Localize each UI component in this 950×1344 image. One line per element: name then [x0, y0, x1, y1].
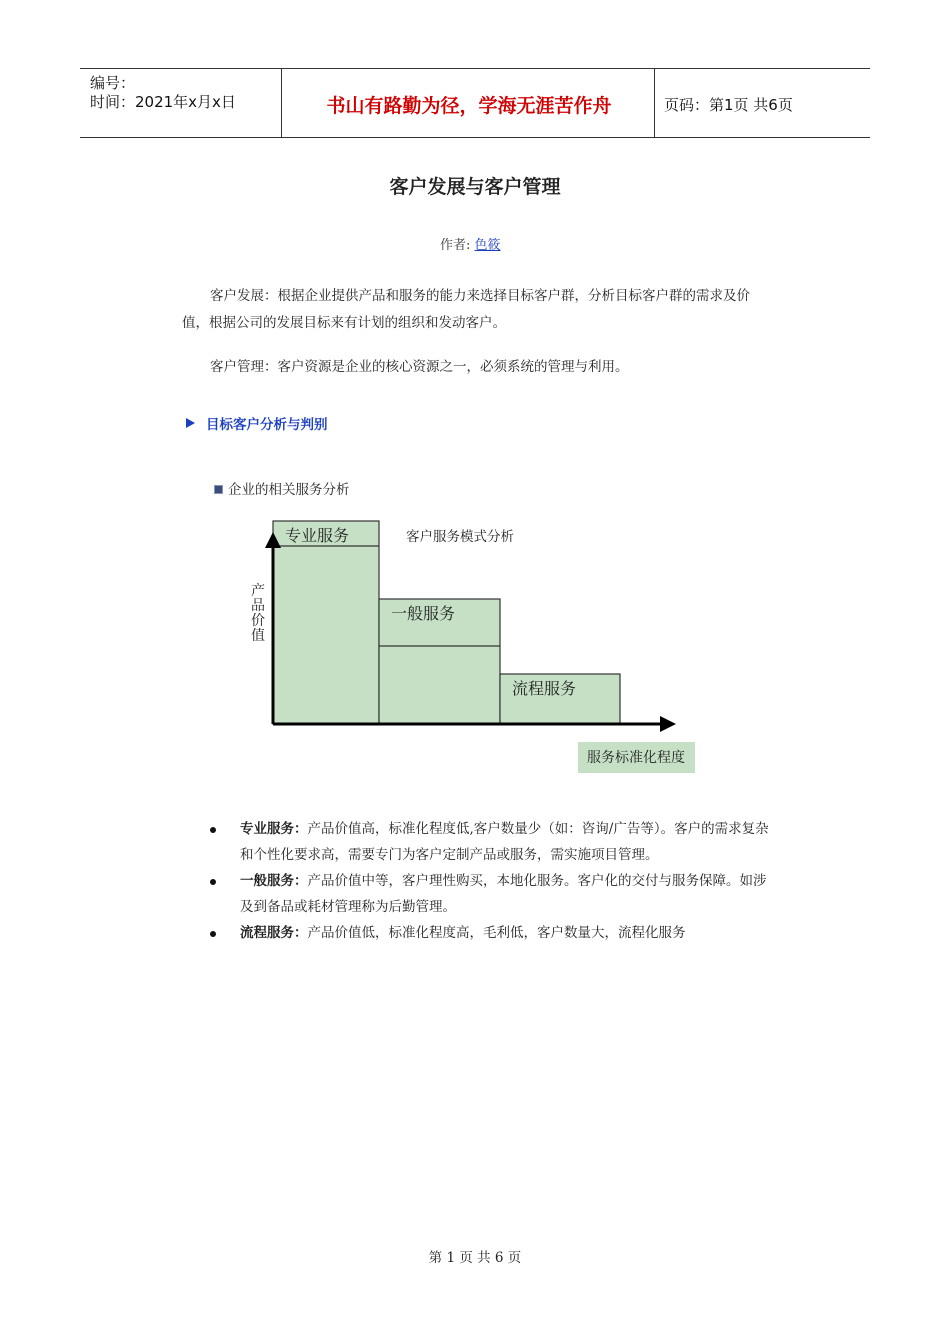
- chart-y-axis-label: 产品价值: [251, 583, 265, 644]
- section-heading: [186, 413, 328, 433]
- list-item: [206, 816, 776, 868]
- list-item-text: 产品价值中等，客户理性购买，本地化服务。客户化的交付与服务保障。如涉及到备品或耗材管理称为后勤管理。: [240, 873, 767, 915]
- paragraph-customer-management: 客户管理：客户资源是企业的核心资源之一，必须系统的管理与利用。: [210, 359, 629, 375]
- header-slogan: 书山有路勤为径，学海无涯苦作舟: [326, 95, 612, 117]
- chart-bar-label: 流程服务: [512, 679, 577, 698]
- chart-title: 客户服务模式分析: [406, 529, 514, 545]
- header-table: [80, 68, 870, 138]
- chart-bar: [273, 521, 379, 724]
- document-title: 客户发展与客户管理: [389, 176, 561, 198]
- list-item-term: 一般服务：: [240, 873, 308, 889]
- bullet-dot-icon: [210, 827, 216, 833]
- bullet-dot-icon: [210, 931, 216, 937]
- chart-bar-label: 专业服务: [285, 526, 350, 545]
- author-line: [440, 234, 501, 253]
- square-bullet-icon: [214, 485, 223, 494]
- service-mode-chart: [240, 520, 710, 780]
- sub-heading: [214, 478, 350, 498]
- page-number-label: 页码：第1页 共6页: [664, 96, 793, 114]
- author-label: 作者:: [440, 238, 475, 253]
- header-divider: [281, 69, 282, 137]
- document-number-label: 编号：: [90, 74, 136, 92]
- list-item: [206, 920, 776, 946]
- sub-heading-text: 企业的相关服务分析: [228, 482, 350, 498]
- chart-bar-label: 一般服务: [391, 604, 456, 623]
- list-item-term: 专业服务：: [240, 821, 308, 837]
- triangle-bullet-icon: [186, 418, 195, 428]
- service-type-list: [206, 816, 776, 946]
- list-item-term: 流程服务：: [240, 925, 308, 941]
- section-heading-text: 目标客户分析与判别: [206, 417, 328, 433]
- chart-x-axis-arrow: [660, 716, 676, 732]
- chart-x-axis-label: 服务标准化程度: [587, 750, 685, 766]
- list-item: [206, 868, 776, 920]
- paragraph-customer-development: 客户发展：根据企业提供产品和服务的能力来选择目标客户群，分析目标客户群的需求及价值，根据公司的发展目标来有计划的组织和发动客户。: [182, 288, 750, 331]
- page-footer: 第 1 页 共 6 页: [428, 1250, 522, 1266]
- author-link[interactable]: 色筱: [474, 238, 501, 253]
- bullet-dot-icon: [210, 879, 216, 885]
- list-item-text: 产品价值高，标准化程度低,客户数量少（如：咨询/广告等）。客户的需求复杂和个性化要求高，需要专门为客户定制产品或服务，需实施项目管理。: [240, 821, 769, 863]
- list-item-text: 产品价值低，标准化程度高，毛利低，客户数量大，流程化服务: [307, 925, 686, 941]
- document-time-label: 时间：2021年x月x日: [90, 93, 236, 111]
